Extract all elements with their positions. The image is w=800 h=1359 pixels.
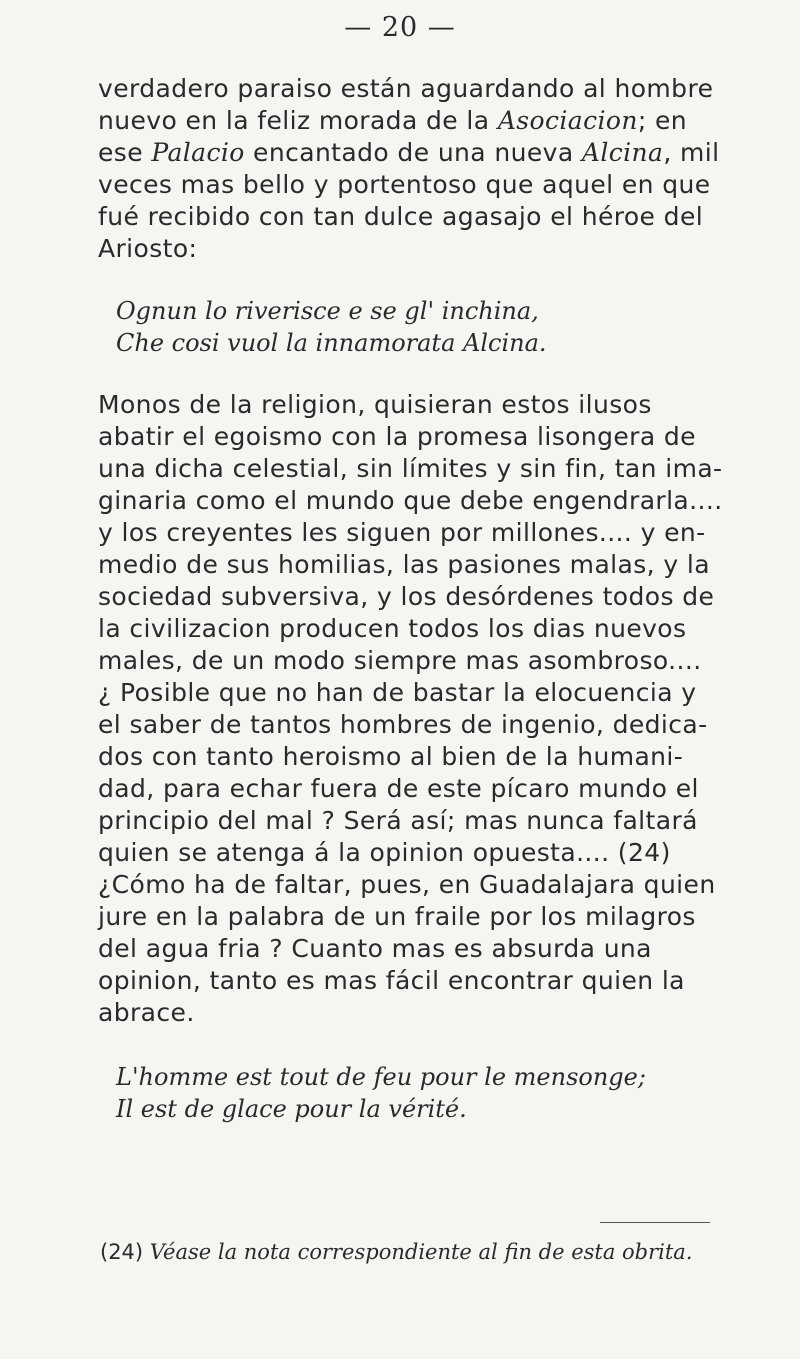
text-line: abatir el egoismo con la promesa lisongera de <box>98 422 696 451</box>
italic-term: Alcina <box>581 138 664 167</box>
footnote-marker: (24) <box>100 1240 144 1264</box>
text-line: abrace. <box>98 998 195 1027</box>
footnote-text: Véase la nota correspondiente al fin de esta obrita. <box>149 1240 693 1264</box>
text-line: veces mas bello y portentoso que aquel en que <box>98 170 711 199</box>
text-line: dos con tanto heroismo al bien de la humani- <box>98 742 684 771</box>
text-line: sociedad subversiva, y los desórdenes todos de <box>98 582 715 611</box>
text-line: el saber de tantos hombres de ingenio, dedica- <box>98 710 708 739</box>
text-line: opinion, tanto es mas fácil encontrar quien la <box>98 966 685 995</box>
verse-line: Ognun lo riverisce e se gl' inchina, <box>116 297 539 325</box>
text-line: Monos de la religion, quisieran estos ilusos <box>98 390 652 419</box>
text-line: verdadero paraiso están aguardando al hombre <box>98 74 714 103</box>
text-line: nuevo en la feliz morada de la Asociacion; en <box>98 106 688 135</box>
text-line: principio del mal ? Será así; mas nunca faltará <box>98 806 698 835</box>
text-line: quien se atenga á la opinion opuesta.... (24) <box>98 838 671 867</box>
text-line: una dicha celestial, sin límites y sin fin, tan ima- <box>98 454 723 483</box>
page-number: — 20 — <box>344 12 456 43</box>
text-line: medio de sus homilias, las pasiones malas, y la <box>98 550 710 579</box>
verse-line: Che cosi vuol la innamorata Alcina. <box>116 329 547 357</box>
text-line: fué recibido con tan dulce agasajo el héroe del <box>98 202 704 231</box>
text-line: ese Palacio encantado de una nueva Alcina, mil <box>98 138 720 167</box>
text-line: males, de un modo siempre mas asombroso.... <box>98 646 702 675</box>
text-line: ¿ Posible que no han de bastar la elocuencia y <box>98 678 697 707</box>
text-line: jure en la palabra de un fraile por los milagros <box>98 902 696 931</box>
text-line: ¿Cómo ha de faltar, pues, en Guadalajara quien <box>98 870 716 899</box>
footnote-separator <box>600 1222 710 1223</box>
footnote <box>100 1238 693 1266</box>
text-line: Ariosto: <box>98 234 198 263</box>
text-line: ginaria como el mundo que debe engendrarla.... <box>98 486 723 515</box>
text-line: del agua fria ? Cuanto mas es absurda una <box>98 934 652 963</box>
italic-term: Asociacion <box>497 106 638 135</box>
text-line: dad, para echar fuera de este pícaro mundo el <box>98 774 699 803</box>
verse-line: L'homme est tout de feu pour le mensonge; <box>116 1063 646 1091</box>
italic-term: Palacio <box>151 138 245 167</box>
text-line: la civilizacion producen todos los dias nuevos <box>98 614 687 643</box>
verse-line: Il est de glace pour la vérité. <box>116 1095 467 1123</box>
text-line: y los creyentes les siguen por millones.... y en- <box>98 518 706 547</box>
